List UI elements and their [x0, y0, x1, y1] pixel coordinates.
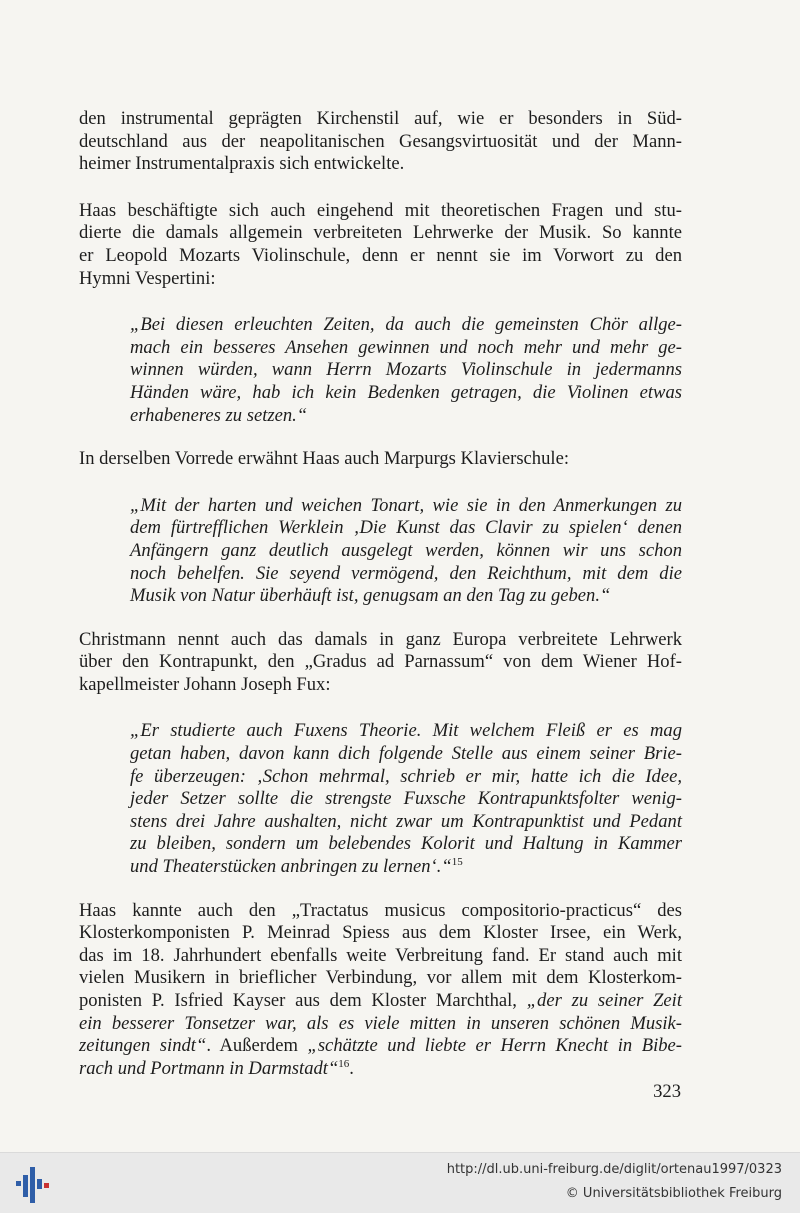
text-line: Hymni Vespertini: — [79, 267, 216, 289]
quote-line: Musik von Natur überhäuft ist, genugsam an den Tag zu geben.“ — [130, 585, 611, 607]
text-segment: ponisten P. Isfried Kayser aus dem Kloster Marchthal, — [79, 990, 527, 1011]
quote-line: mach ein besseres Ansehen gewinnen und noch mehr und mehr ge- — [130, 336, 682, 358]
text-line: dierte die damals allgemein verbreiteten Lehrwerke der Musik. So kannte — [79, 222, 682, 244]
quote-line: erhabeneres zu setzen.“ — [130, 404, 308, 426]
text-line — [79, 990, 682, 1013]
quote-segment: rach und Portmann in Darmstadt“ — [79, 1057, 339, 1079]
quote-line: Anfängern ganz deutlich ausgelegt werden, können wir uns schon — [130, 539, 682, 561]
text-segment: . — [349, 1057, 354, 1079]
quote-line: winnen würden, wann Herrn Mozarts Violinschule in jedermanns — [130, 359, 682, 381]
text-line — [79, 1058, 682, 1081]
footnote-ref-15[interactable]: 15 — [451, 855, 463, 868]
paragraph-4 — [79, 629, 682, 697]
text-line: über den Kontrapunkt, den „Gradus ad Parnassum“ von dem Wiener Hof- — [79, 651, 682, 673]
quote-line: „Mit der harten und weichen Tonart, wie sie in den Anmerkungen zu — [130, 494, 682, 516]
text-line: vielen Musikern in brieflicher Verbindung, vor allem mit dem Klosterkom- — [79, 967, 682, 989]
quote-segment: „der zu seiner Zeit — [526, 990, 682, 1011]
text-line: Haas beschäftigte sich auch eingehend mit theoretischen Fragen und stu- — [79, 199, 682, 221]
text-line: heimer Instrumentalpraxis sich entwickelte. — [79, 153, 405, 175]
quote-line: „Er studierte auch Fuxens Theorie. Mit welchem Fleiß er es mag — [130, 720, 682, 742]
text-line: das im 18. Jahrhundert ebenfalls weite Verbreitung fand. Er stand auch mit — [79, 944, 682, 966]
viewer-footer — [0, 1152, 800, 1213]
footnote-ref-16[interactable]: 16 — [338, 1057, 350, 1070]
quote-line: zu bleiben, sondern um belebendes Kolorit und Haltung in Kammer — [130, 833, 682, 855]
quote-line: „Bei diesen erleuchten Zeiten, da auch die gemeinsten Chör allge- — [130, 314, 682, 336]
quote-segment: zeitungen sindt“ — [79, 1035, 207, 1057]
quote-fux — [130, 720, 682, 878]
quote-line: jeder Setzer sollte die strengste Fuxsche Kontrapunktsfolter wenig- — [130, 788, 682, 810]
paragraph-1 — [79, 108, 682, 176]
quote-line: fe überzeugen: ‚Schon mehrmal, schrieb er mir, hatte ich die Idee, — [130, 765, 682, 787]
text-line: deutschland aus der neapolitanischen Gesangsvirtuosität und der Mann- — [79, 130, 682, 152]
text-line: den instrumental geprägten Kirchenstil auf, wie er besonders in Süd- — [79, 108, 682, 129]
text-line: er Leopold Mozarts Violinschule, denn er nennt sie im Vorwort zu den — [79, 244, 682, 266]
text-line: In derselben Vorrede erwähnt Haas auch Marpurgs Klavierschule: — [79, 448, 569, 470]
paragraph-2 — [79, 200, 682, 290]
text-line: Klosterkomponisten P. Meinrad Spiess aus dem Kloster Irsee, ein Werk, — [79, 922, 682, 944]
quote-line: Händen wäre, hab ich kein Bedenken getragen, die Violinen etwas — [130, 381, 682, 403]
quote-segment: „schätzte und liebte er Herrn Knecht in Bibe- — [307, 1035, 682, 1057]
quote-line: getan haben, davon kann dich folgende Stelle aus einem seiner Brie- — [130, 743, 682, 765]
text-line: Christmann nennt auch das damals in ganz Europa verbreitete Lehrwerk — [79, 628, 682, 650]
text-segment: . Außerdem — [206, 1035, 308, 1057]
text-line: Haas kannte auch den „Tractatus musicus compositorio-practicus“ des — [79, 899, 682, 921]
quote-line — [130, 856, 682, 879]
quote-text: und Theaterstücken anbringen zu lernen‘.“ — [130, 856, 452, 878]
quote-mozart — [130, 314, 682, 427]
ub-freiburg-logo-icon[interactable] — [12, 1163, 52, 1205]
body-text — [79, 108, 682, 1104]
quote-marpurg — [130, 495, 682, 608]
text-line: ein besserer Tonsetzer war, als es viele mitten in unseren schönen Musik- — [79, 1012, 682, 1034]
copyright-notice: © Universitätsbibliothek Freiburg — [565, 1186, 782, 1201]
paragraph-3 — [79, 448, 682, 471]
paragraph-5 — [79, 900, 682, 1081]
text-line: kapellmeister Johann Joseph Fux: — [79, 673, 331, 695]
page-number: 323 — [653, 1081, 681, 1102]
quote-line: dem fürtrefflichen Werklein ‚Die Kunst das Clavir zu spielen‘ denen — [130, 517, 682, 539]
quote-line: noch behelfen. Sie seyend vermögend, den Reichthum, mit dem die — [130, 562, 682, 584]
quote-line: stens drei Jahre aushalten, nicht zwar um Kontrapunktist und Pedant — [130, 810, 682, 832]
text-line — [79, 1035, 682, 1058]
permalink-url[interactable]: http://dl.ub.uni-freiburg.de/diglit/ortenau1997/0323 — [446, 1162, 782, 1177]
